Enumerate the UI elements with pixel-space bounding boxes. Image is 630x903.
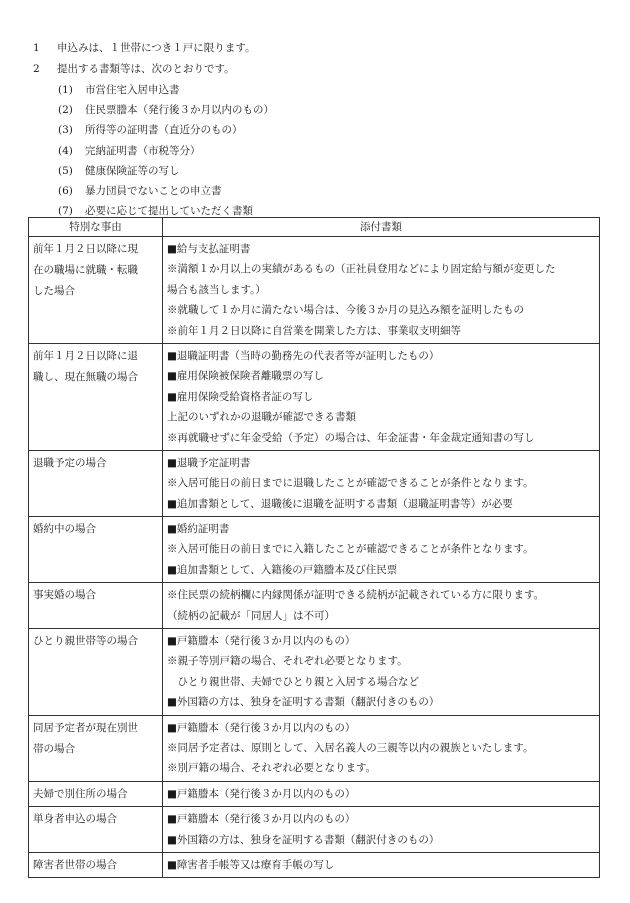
attachment-line: ■外国籍の方は、独身を証明する書類（翻訳付きのもの） <box>167 696 440 709</box>
document-list-item <box>33 80 613 100</box>
table-row <box>29 629 600 716</box>
attachment-line: ■戸籍謄本（発行後３か月以内のもの） <box>167 787 356 800</box>
required-documents-list <box>33 80 613 221</box>
reason-line: 前年１月２日以降に現 <box>33 243 138 255</box>
document-list-item <box>33 120 613 140</box>
reason-line: 職し、現在無職の場合 <box>33 370 138 383</box>
attachment-line: ■雇用保険受給資格者証の写し <box>167 390 314 403</box>
reason-line: 事実婚の場合 <box>33 589 96 602</box>
reason-cell <box>29 807 163 853</box>
attachment-line: ■戸籍謄本（発行後３か月以内のもの） <box>167 635 356 648</box>
documents-cell <box>163 715 600 781</box>
table-header-row <box>29 218 600 237</box>
attachment-line: ■障害者手帳等又は療育手帳の写し <box>167 858 335 871</box>
attachment-line: ■給与支払証明書 <box>167 243 251 255</box>
reason-line: 退職予定の場合 <box>33 456 107 469</box>
reason-line: 前年１月２日以降に退 <box>33 349 138 362</box>
document-number: (4) <box>58 144 73 157</box>
reason-line: 夫婦で別住所の場合 <box>33 787 128 800</box>
document-name: 暴力団員でないことの申立書 <box>85 184 222 197</box>
document-number: (6) <box>58 184 73 197</box>
reason-line: 同居予定者が現在別世 <box>33 721 138 734</box>
header-documents: 添付書類 <box>163 218 600 237</box>
reason-cell <box>29 715 163 781</box>
document-number: (7) <box>58 205 73 218</box>
reason-line: 帯の場合 <box>33 742 75 755</box>
reason-cell <box>29 781 163 806</box>
reason-line: 単身者申込の場合 <box>33 813 117 826</box>
document-list-item <box>33 181 613 201</box>
attachment-line: ■追加書類として、入籍後の戸籍謄本及び住民票 <box>167 563 398 576</box>
table-row <box>29 583 600 629</box>
reason-cell <box>29 343 163 450</box>
attachment-line: ※入居可能日の前日までに入籍したことが確認できることが条件となります。 <box>167 543 534 556</box>
reason-cell <box>29 852 163 877</box>
instruction-item <box>33 59 613 80</box>
attachment-line: ひとり親世帯、夫婦でひとり親と入居する場合など <box>167 675 419 688</box>
attachment-line: ※満額１か月以上の実績があるもの（正社員登用などにより固定給与額が変更した <box>167 263 556 276</box>
reason-cell <box>29 450 163 516</box>
document-name: 所得等の証明書（直近分のもの） <box>85 124 243 137</box>
document-number: (2) <box>58 104 73 117</box>
document-name: 市営住宅入居申込書 <box>85 84 180 96</box>
documents-cell <box>163 450 600 516</box>
table-row <box>29 237 600 344</box>
attachment-line: ※親子等別戸籍の場合、それぞれ必要となります。 <box>167 655 408 668</box>
attachment-line: ※住民票の続柄欄に内縁関係が証明できる続柄が記載されている方に限ります。 <box>167 589 545 602</box>
attachment-line: 上記のいずれかの退職が確認できる書類 <box>167 411 356 424</box>
attachment-line: ■戸籍謄本（発行後３か月以内のもの） <box>167 813 356 826</box>
table-row <box>29 807 600 853</box>
instruction-number: 1 <box>33 42 40 54</box>
reason-cell <box>29 583 163 629</box>
table-row <box>29 852 600 877</box>
attachment-line: ■戸籍謄本（発行後３か月以内のもの） <box>167 721 356 734</box>
instruction-item <box>33 38 613 59</box>
reason-line: 障害者世帯の場合 <box>33 858 117 871</box>
attachment-line: ■退職予定証明書 <box>167 456 251 469</box>
document-name: 必要に応じて提出していただく書類 <box>85 205 253 218</box>
documents-cell <box>163 343 600 450</box>
table-body <box>29 237 600 878</box>
documents-cell <box>163 807 600 853</box>
special-circumstances-table <box>28 217 600 878</box>
table-row <box>29 517 600 583</box>
instruction-text: 提出する書類等は、次のとおりです。 <box>57 63 235 75</box>
reason-line: 婚約中の場合 <box>33 523 96 536</box>
instruction-text: 申込みは、１世帯につき１戸に限ります。 <box>57 42 256 54</box>
documents-cell <box>163 237 600 344</box>
reason-cell <box>29 517 163 583</box>
document-number: (3) <box>58 124 73 137</box>
document-list-item <box>33 141 613 161</box>
attachment-line: ■追加書類として、退職後に退職を証明する書類（退職証明書等）が必要 <box>167 497 513 510</box>
table-row <box>29 715 600 781</box>
attachment-line: ※就職して１か月に満たない場合は、今後３か月の見込み額を証明したもの <box>167 304 524 317</box>
documents-cell <box>163 781 600 806</box>
attachment-line: ※同居予定者は、原則として、入居名義人の三親等以内の親族といたします。 <box>167 741 534 754</box>
attachment-line: ※入居可能日の前日までに退職したことが確認できることが条件となります。 <box>167 477 534 490</box>
table-row <box>29 450 600 516</box>
attachment-line: ※前年１月２日以降に自営業を開業した方は、事業収支明細等 <box>167 324 461 337</box>
documents-cell <box>163 852 600 877</box>
document-name: 住民票謄本（発行後３か月以内のもの） <box>85 104 274 117</box>
documents-cell <box>163 583 600 629</box>
attachment-line: ※別戸籍の場合、それぞれ必要となります。 <box>167 762 377 775</box>
document-number: (1) <box>58 84 73 96</box>
instruction-number: 2 <box>33 63 40 75</box>
reason-cell <box>29 629 163 716</box>
table-row <box>29 343 600 450</box>
attachment-line: ■雇用保険被保険者離職票の写し <box>167 370 324 383</box>
header-reason: 特別な事由 <box>29 218 163 237</box>
reason-line: 在の職場に就職・転職 <box>33 264 138 276</box>
attachment-line: 場合も該当します。） <box>167 283 266 296</box>
attachment-line: ※再就職せずに年金受給（予定）の場合は、年金証書・年金裁定通知書の写し <box>167 431 535 444</box>
reason-line: ひとり親世帯等の場合 <box>33 635 138 648</box>
document-name: 健康保険証等の写し <box>85 164 180 177</box>
reason-cell <box>29 237 163 344</box>
attachment-line: ■外国籍の方は、独身を証明する書類（翻訳付きのもの） <box>167 833 440 846</box>
attachment-line: ■婚約証明書 <box>167 523 230 536</box>
document-list-item <box>33 161 613 181</box>
attachment-line: （続柄の記載が「同居人」は不可） <box>167 609 335 622</box>
document-number: (5) <box>58 164 73 177</box>
document-list-item <box>33 100 613 120</box>
documents-cell <box>163 517 600 583</box>
attachment-line: ■退職証明書（当時の勤務先の代表者等が証明したもの） <box>167 349 440 362</box>
table-row <box>29 781 600 806</box>
reason-line: した場合 <box>33 285 75 297</box>
documents-cell <box>163 629 600 716</box>
document-name: 完納証明書（市税等分） <box>85 144 201 157</box>
application-instructions <box>33 38 613 221</box>
